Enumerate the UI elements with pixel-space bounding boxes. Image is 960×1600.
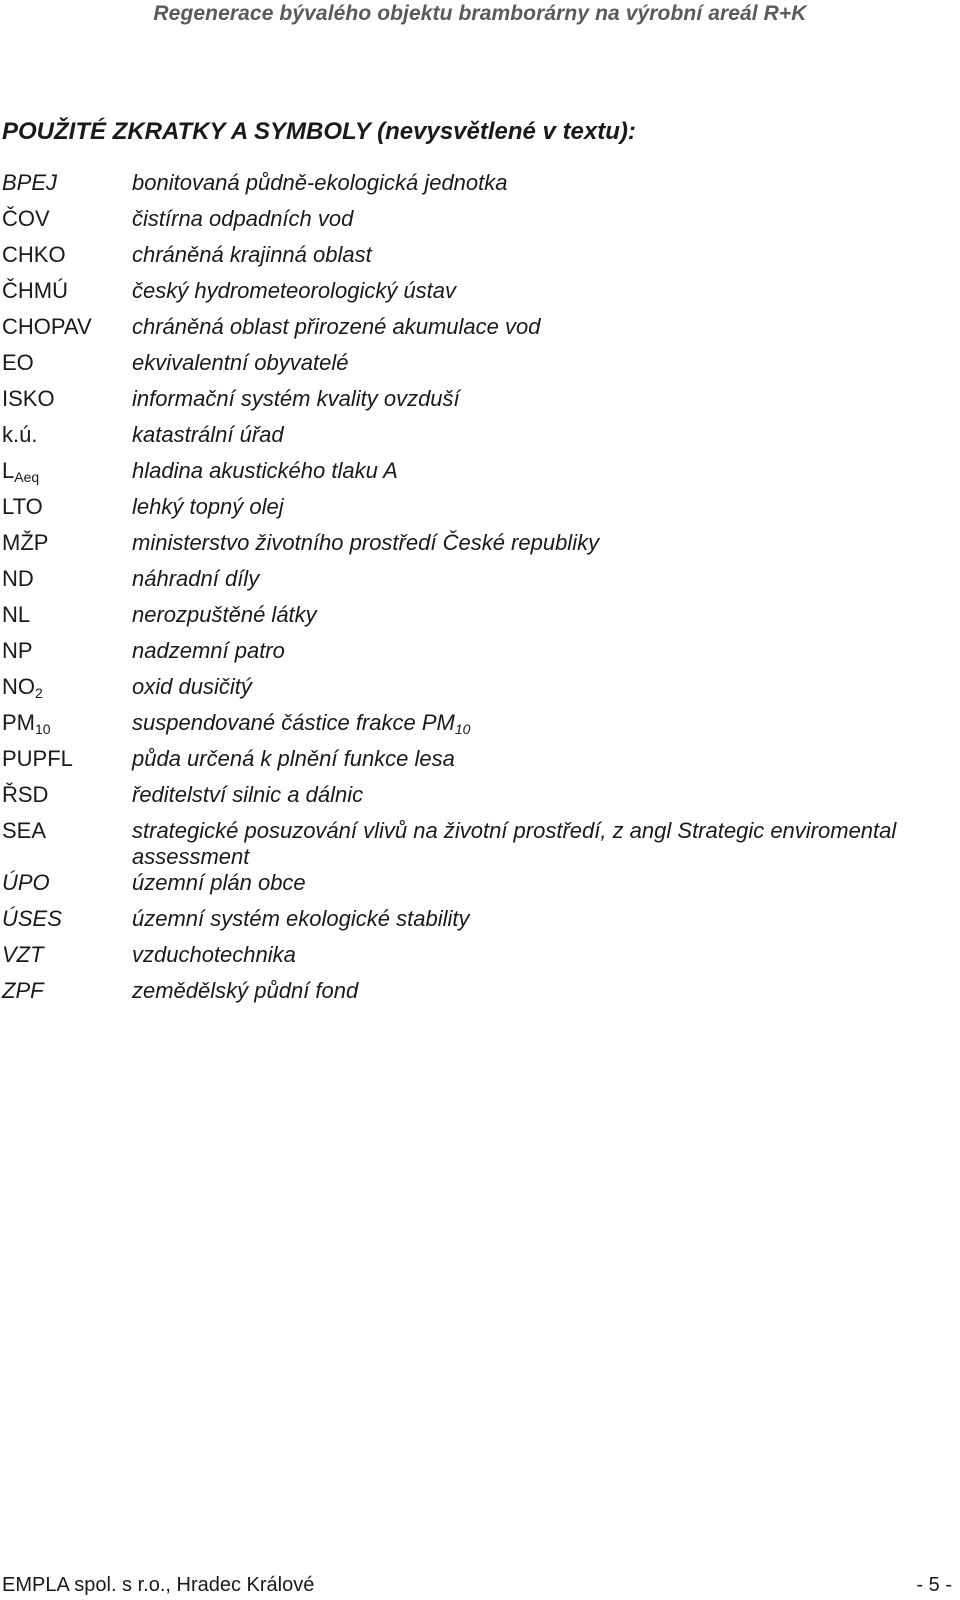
abbr-term — [2, 674, 132, 700]
abbr-term-base: NO — [2, 674, 35, 699]
abbr-term: ŘSD — [2, 782, 49, 807]
abbr-meaning: bonitovaná půdně-ekologická jednotka — [132, 170, 508, 195]
abbr-term — [2, 458, 132, 484]
abbr-row — [2, 710, 952, 736]
abbr-term-subscript: Aeq — [14, 469, 40, 485]
abbr-row — [2, 530, 952, 556]
abbr-meaning: chráněná krajinná oblast — [132, 242, 372, 267]
abbr-meaning-subscript: 10 — [454, 721, 471, 737]
abbr-row — [2, 278, 952, 304]
abbr-meaning: nerozpuštěné látky — [132, 602, 317, 627]
abbr-row — [2, 906, 952, 932]
abbr-meaning: strategické posuzování vlivů na životní prostředí, z angl Strategic enviromental assessment — [132, 818, 897, 869]
abbr-term-subscript: 2 — [35, 685, 43, 701]
abbr-meaning: náhradní díly — [132, 566, 260, 591]
abbr-meaning: oxid dusičitý — [132, 674, 252, 699]
abbr-meaning: nadzemní patro — [132, 638, 285, 663]
abbr-term: BPEJ — [2, 170, 58, 195]
abbr-row — [2, 566, 952, 592]
abbr-row — [2, 942, 952, 968]
abbr-meaning: hladina akustického tlaku A — [132, 458, 398, 483]
abbr-row — [2, 350, 952, 376]
abbr-row — [2, 978, 952, 1004]
abbr-term: SEA — [2, 818, 47, 843]
abbr-row — [2, 170, 952, 196]
abbr-term: PUPFL — [2, 746, 73, 771]
abbr-meaning: ekvivalentní obyvatelé — [132, 350, 349, 375]
section-heading: POUŽITÉ ZKRATKY A SYMBOLY (nevysvětlené v textu): — [2, 118, 636, 145]
abbr-term-base: PM — [2, 710, 35, 735]
abbr-term — [2, 710, 132, 736]
abbreviation-list — [2, 170, 952, 1014]
abbr-meaning: půda určená k plnění funkce lesa — [132, 746, 455, 771]
abbr-row — [2, 782, 952, 808]
abbr-row — [2, 746, 952, 772]
abbr-row — [2, 458, 952, 484]
abbr-meaning: vzduchotechnika — [132, 942, 296, 967]
abbr-row — [2, 674, 952, 700]
abbr-term: ISKO — [2, 386, 55, 411]
abbr-row — [2, 386, 952, 412]
abbr-row — [2, 638, 952, 664]
abbr-meaning: ředitelství silnic a dálnic — [132, 782, 364, 807]
abbr-meaning: český hydrometeorologický ústav — [132, 278, 457, 303]
abbr-term: ÚSES — [2, 906, 62, 931]
abbr-meaning: územní systém ekologické stability — [132, 906, 470, 931]
page-header: Regenerace bývalého objektu bramborárny na výrobní areál R+K — [153, 2, 807, 25]
abbr-meaning: informační systém kvality ovzduší — [132, 386, 460, 411]
abbr-term: ČHMÚ — [2, 278, 68, 303]
abbr-term: ÚPO — [2, 870, 50, 895]
abbr-term: NP — [2, 638, 33, 663]
abbr-row — [2, 870, 952, 896]
abbr-term-base: L — [2, 458, 15, 483]
abbr-meaning: katastrální úřad — [132, 422, 284, 447]
abbr-term: MŽP — [2, 530, 49, 555]
abbr-term: ND — [2, 566, 34, 591]
page-number: - 5 - — [916, 1574, 952, 1596]
footer-company: EMPLA spol. s r.o., Hradec Králové — [2, 1574, 315, 1596]
abbr-term: k.ú. — [2, 422, 38, 447]
page-footer — [2, 1574, 952, 1597]
abbr-meaning: zemědělský půdní fond — [132, 978, 359, 1003]
abbr-meaning — [132, 710, 952, 736]
abbr-meaning: ministerstvo životního prostředí České republiky — [132, 530, 600, 555]
abbr-term: VZT — [2, 942, 44, 967]
abbr-row — [2, 206, 952, 232]
abbr-row — [2, 242, 952, 268]
abbr-term: EO — [2, 350, 34, 375]
abbr-row — [2, 818, 952, 870]
abbr-term: ZPF — [2, 978, 44, 1003]
abbr-term: CHOPAV — [2, 314, 92, 339]
abbr-row — [2, 602, 952, 628]
abbr-term: ČOV — [2, 206, 50, 231]
abbr-term: CHKO — [2, 242, 66, 267]
abbr-row — [2, 422, 952, 448]
abbr-meaning: čistírna odpadních vod — [132, 206, 354, 231]
abbr-row — [2, 314, 952, 340]
abbr-term: NL — [2, 602, 31, 627]
abbr-term: LTO — [2, 494, 43, 519]
abbr-meaning-base: suspendované částice frakce PM — [132, 710, 455, 735]
abbr-meaning: chráněná oblast přirozené akumulace vod — [132, 314, 541, 339]
abbr-term-subscript: 10 — [35, 721, 51, 737]
abbr-row — [2, 494, 952, 520]
abbr-meaning: územní plán obce — [132, 870, 306, 895]
abbr-meaning: lehký topný olej — [132, 494, 284, 519]
